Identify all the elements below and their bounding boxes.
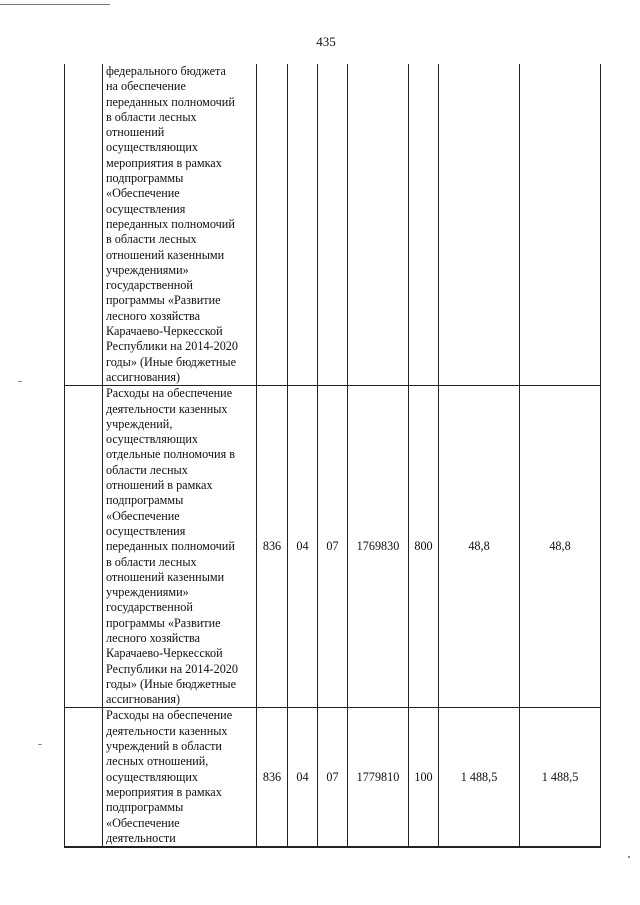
amount-year-2-cell: [520, 64, 601, 386]
table-row: [65, 64, 601, 386]
amount-year-1-cell: 48,8: [439, 386, 520, 708]
description-cell: Расходы на обеспечение деятельности казенных учреждений, осуществляющих отдельные полномочия в области лесных отношений в рамках подпрограммы «Обеспечение осуществления переданных полномочий в области лесных отношений казенными учреждениями» государственной программы «Развитие лесного хозяйства Карачаево-Черкесской Республики на 2014-2020 годы» (Иные бюджетные ассигнования): [103, 386, 257, 708]
page-number: 435: [316, 34, 336, 49]
subsection-code-cell: 07: [318, 708, 348, 847]
scan-speck: [628, 856, 630, 858]
subsection-code-cell: [318, 64, 348, 386]
amount-year-1-cell: 1 488,5: [439, 708, 520, 847]
amount-year-1-cell: [439, 64, 520, 386]
row-number-cell: [65, 386, 103, 708]
expense-type-cell: 800: [409, 386, 439, 708]
target-article-cell: [348, 64, 409, 386]
description-cell: Расходы на обеспечение деятельности казенных учреждений в области лесных отношений, осуществляющих мероприятия в рамках подпрограммы «Обеспечение деятельности: [103, 708, 257, 847]
row-number-cell: [65, 708, 103, 847]
table-row: [65, 708, 601, 847]
target-article-cell: 1779810: [348, 708, 409, 847]
ministry-code-cell: 836: [257, 708, 288, 847]
target-article-cell: 1769830: [348, 386, 409, 708]
row-number-cell: [65, 64, 103, 386]
section-code-cell: 04: [288, 386, 318, 708]
amount-year-2-cell: 1 488,5: [520, 708, 601, 847]
scan-corner-rule: [0, 4, 110, 5]
ministry-code-cell: 836: [257, 386, 288, 708]
amount-year-2-cell: 48,8: [520, 386, 601, 708]
description-cell: федерального бюджета на обеспечение переданных полномочий в области лесных отношений осуществляющих мероприятия в рамках подпрограммы «Обеспечение осуществления переданных полномочий в области лесных отношений казенными учреждениями» государственной программы «Развитие лесного хозяйства Карачаево-Черкесской Республики на 2014-2020 годы» (Иные бюджетные ассигнования): [103, 64, 257, 386]
section-code-cell: 04: [288, 708, 318, 847]
ministry-code-cell: [257, 64, 288, 386]
scan-speck: [18, 381, 22, 382]
budget-expenditure-table: [64, 64, 601, 848]
expense-type-cell: [409, 64, 439, 386]
expense-type-cell: 100: [409, 708, 439, 847]
subsection-code-cell: 07: [318, 386, 348, 708]
table-row: [65, 386, 601, 708]
scan-speck: [38, 744, 42, 745]
section-code-cell: [288, 64, 318, 386]
